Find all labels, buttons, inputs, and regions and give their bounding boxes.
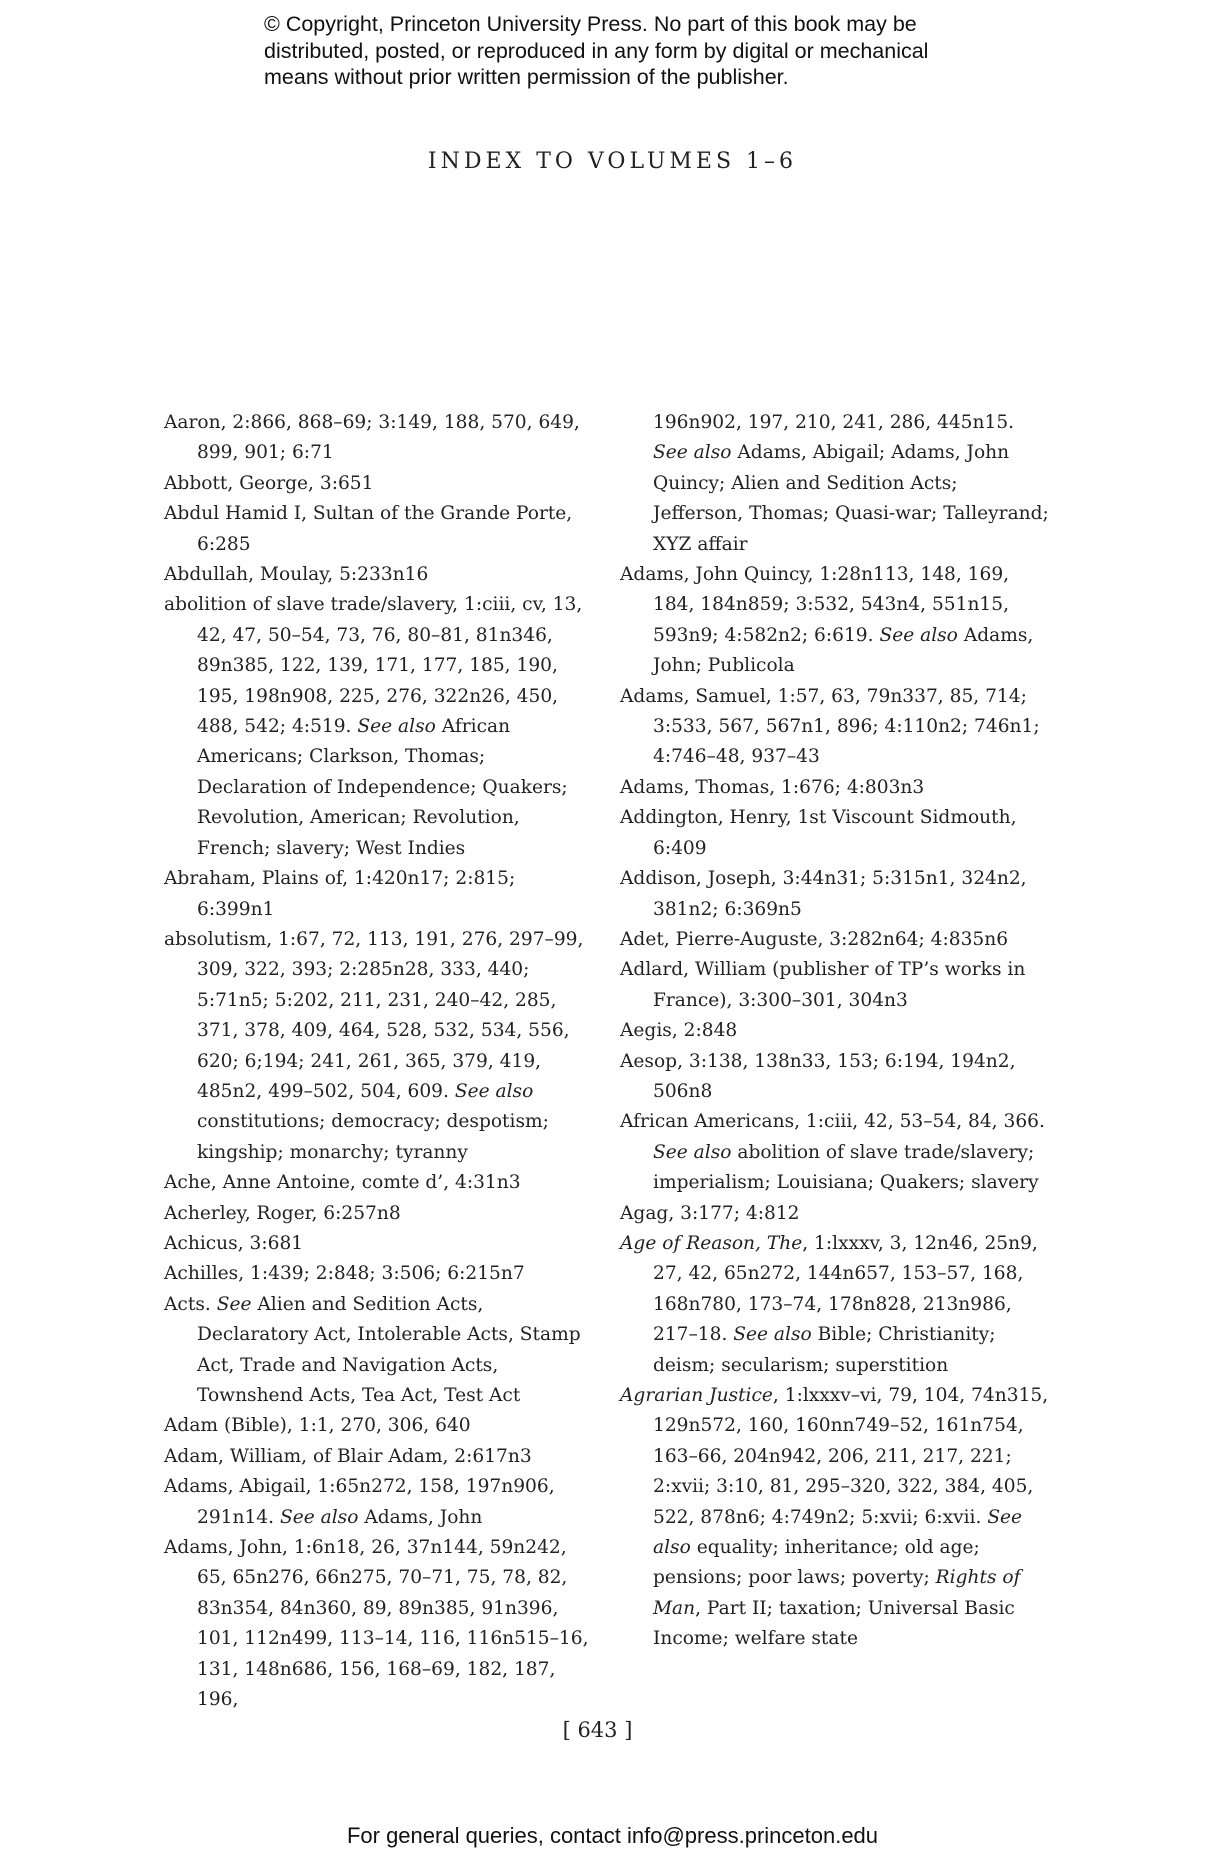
page-number: [ 643 ] — [562, 1718, 633, 1742]
index-entry: absolutism, 1:67, 72, 113, 191, 276, 297–99, 309, 322, 393; 2:285n28, 333, 440; 5:71n5; 5:202, 211, 231, 240–42, 285, 371, 378, 409, 464, 528, 532, 534, 556, 620; 6;194; 241, 261, 365, 379, 419, 485n2, 499–502, 504, 609. See also constitutions; democracy; despotism; kingship; monarchy; tyranny — [164, 928, 584, 1163]
index-entry: Addington, Henry, 1st Viscount Sidmouth, 6:409 — [620, 807, 1017, 859]
copyright-notice — [264, 11, 1024, 91]
contact-footer: For general queries, contact info@press.princeton.edu — [346, 1823, 879, 1848]
index-column-left — [164, 408, 594, 1715]
index-entry: Abdul Hamid I, Sultan of the Grande Porte, 6:285 — [164, 503, 573, 555]
index-entry: Aegis, 2:848 — [620, 1020, 738, 1042]
index-entry-continuation: 196n902, 197, 210, 241, 286, 445n15. See also Adams, Abigail; Adams, John Quincy; Alien and Sedition Acts; Jefferson, Thomas; Quasi-war; Talleyrand; XYZ affair — [653, 412, 1049, 555]
index-entry: Adams, Samuel, 1:57, 63, 79n337, 85, 714; 3:533, 567, 567n1, 896; 4:110n2; 746n1; 4:746–48, 937–43 — [620, 685, 1040, 768]
index-entry: Aesop, 3:138, 138n33, 153; 6:194, 194n2, 506n8 — [620, 1050, 1016, 1102]
index-entry: Ache, Anne Antoine, comte d’, 4:31n3 — [164, 1172, 521, 1194]
index-entry: Abdullah, Moulay, 5:233n16 — [164, 564, 429, 586]
index-entry: Achilles, 1:439; 2:848; 3:506; 6:215n7 — [164, 1263, 525, 1285]
index-entry: Age of Reason, The, 1:lxxxv, 3, 12n46, 25n9, 27, 42, 65n272, 144n657, 153–57, 168, 168n780, 173–74, 178n828, 213n986, 217–18. See also Bible; Christianity; deism; secularism; superstition — [620, 1232, 1038, 1376]
index-entry: Addison, Joseph, 3:44n31; 5:315n1, 324n2, 381n2; 6:369n5 — [620, 868, 1027, 920]
copyright-line-1: © Copyright, Princeton University Press. No part of this book may be — [264, 12, 917, 36]
index-column-right — [620, 408, 1050, 1655]
index-entry: Adams, John, 1:6n18, 26, 37n144, 59n242, 65, 65n276, 66n275, 70–71, 75, 78, 82, 83n354, 84n360, 89, 89n385, 91n396, 101, 112n499, 113–14, 116, 116n515–16, 131, 148n686, 156, 168–69, 182, 187, 196, — [164, 1537, 589, 1711]
index-entry: Adlard, William (publisher of TP’s works in France), 3:300–301, 304n3 — [620, 959, 1026, 1011]
index-entry: Adams, Thomas, 1:676; 4:803n3 — [620, 776, 925, 798]
index-entry: Aaron, 2:866, 868–69; 3:149, 188, 570, 649, 899, 901; 6:71 — [164, 412, 580, 464]
index-entry: Achicus, 3:681 — [164, 1232, 304, 1254]
index-entry: Abbott, George, 3:651 — [164, 472, 374, 494]
index-entry: Adam (Bible), 1:1, 270, 306, 640 — [164, 1415, 471, 1437]
copyright-line-2: distributed, posted, or reproduced in any form by digital or mechanical — [264, 38, 929, 63]
index-entry: abolition of slave trade/slavery, 1:ciii, cv, 13, 42, 47, 50–54, 73, 76, 80–81, 81n346, 89n385, 122, 139, 171, 177, 185, 190, 195, 198n908, 225, 276, 322n26, 450, 488, 542; 4:519. See also African Americans; Clarkson, Thomas; Declaration of Independence; Quakers; Revolution, American; Revolution, French; slavery; West Indies — [164, 594, 583, 859]
index-entry: Acherley, Roger, 6:257n8 — [164, 1202, 401, 1224]
index-entry: Agag, 3:177; 4:812 — [620, 1202, 800, 1224]
index-entry: Adam, William, of Blair Adam, 2:617n3 — [164, 1445, 532, 1467]
index-entry: Adams, Abigail, 1:65n272, 158, 197n906, 291n14. See also Adams, John — [164, 1476, 555, 1528]
index-entry: Agrarian Justice, 1:lxxxv–vi, 79, 104, 74n315, 129n572, 160, 160nn749–52, 161n754, 163–66, 204n942, 206, 211, 217, 221; 2:xvii; 3:10, 81, 295–320, 322, 384, 405, 522, 878n6; 4:749n2; 5:xvii; 6:xvii. See also equality; inheritance; old age; pensions; poor laws; poverty; Rights of Man, Part II; taxation; Universal Basic Income; welfare state — [620, 1385, 1049, 1650]
page-title: INDEX TO VOLUMES 1–6 — [427, 149, 798, 174]
index-entry: African Americans, 1:ciii, 42, 53–54, 84, 366. See also abolition of slave trade/slavery; imperialism; Louisiana; Quakers; slavery — [620, 1111, 1045, 1194]
index-entry: Acts. See Alien and Sedition Acts, Declaratory Act, Intolerable Acts, Stamp Act, Trade and Navigation Acts, Townshend Acts, Tea Act, Test Act — [164, 1293, 581, 1406]
index-entry: Adet, Pierre-Auguste, 3:282n64; 4:835n6 — [620, 928, 1009, 950]
index-entry: Abraham, Plains of, 1:420n17; 2:815; 6:399n1 — [164, 868, 516, 920]
index-entry: Adams, John Quincy, 1:28n113, 148, 169, 184, 184n859; 3:532, 543n4, 551n15, 593n9; 4:582n2; 6:619. See also Adams, John; Publicola — [620, 564, 1034, 677]
copyright-line-3: means without prior written permission of the publisher. — [264, 65, 789, 89]
